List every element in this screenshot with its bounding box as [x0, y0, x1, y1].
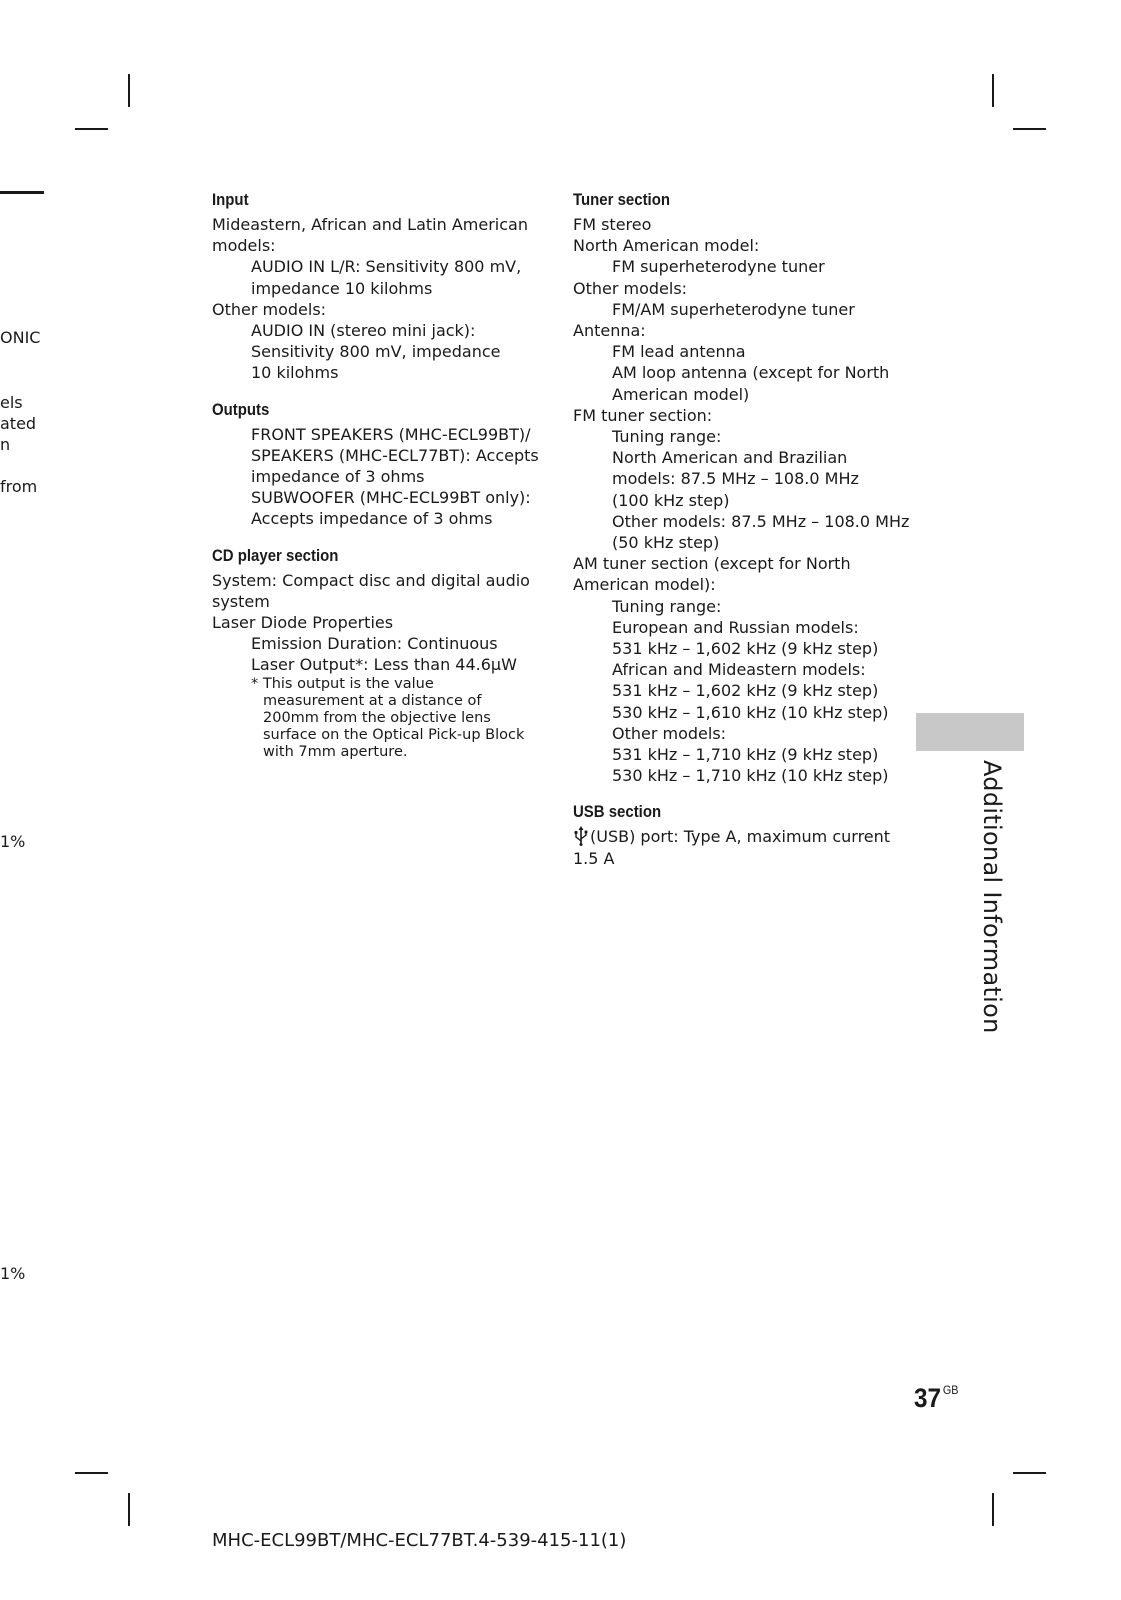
spec-line: Sensitivity 800 mV, impedance	[251, 342, 501, 362]
spec-line: SUBWOOFER (MHC-ECL99BT only):	[251, 488, 531, 508]
crop-mark	[1013, 1472, 1046, 1474]
spec-line: FM/AM superheterodyne tuner	[612, 299, 855, 319]
spec-line: Other models:	[212, 299, 327, 319]
left-column	[212, 188, 542, 775]
margin-fragment: ONIC	[0, 328, 41, 347]
right-column	[573, 188, 908, 883]
spec-line: Other models: 87.5 MHz – 108.0 MHz	[612, 511, 910, 531]
spec-line: 530 kHz – 1,610 kHz (10 kHz step)	[612, 702, 889, 722]
document-code: MHC-ECL99BT/MHC-ECL77BT.4-539-415-11(1)	[212, 1530, 627, 1551]
footnote-line: measurement at a distance of	[263, 692, 482, 709]
margin-fragment: n	[0, 435, 11, 454]
spec-line: AM tuner section (except for North	[573, 554, 851, 574]
spec-line: FM lead antenna	[612, 342, 746, 362]
spec-line: models: 87.5 MHz – 108.0 MHz	[612, 469, 859, 489]
spec-line: Accepts impedance of 3 ohms	[251, 509, 493, 529]
margin-fragment: from	[0, 477, 38, 496]
spec-line: American model):	[573, 575, 716, 595]
page-number	[914, 1374, 958, 1414]
tuner-section	[573, 188, 908, 786]
spec-line: Other models:	[612, 723, 727, 743]
section-tab-label: Additional Information	[978, 760, 1006, 1034]
section-title: USB section	[573, 802, 662, 822]
spec-line: Tuning range:	[612, 596, 722, 616]
spec-line: impedance 10 kilohms	[251, 278, 433, 298]
crop-mark	[75, 128, 108, 130]
usb-icon	[573, 826, 589, 846]
spec-line: (50 kHz step)	[612, 533, 720, 553]
spec-line: system	[212, 591, 270, 611]
margin-fragment: ated	[0, 414, 37, 433]
spec-line: North American and Brazilian	[612, 448, 848, 468]
edge-rule	[0, 191, 44, 194]
input-section	[212, 188, 542, 384]
usb-section	[573, 800, 908, 868]
footnote-line: * This output is the value	[251, 675, 434, 692]
spec-line: North American model:	[573, 236, 760, 256]
section-title: Input	[212, 190, 249, 209]
spec-line: 530 kHz – 1,710 kHz (10 kHz step)	[612, 766, 889, 786]
footnote	[212, 676, 542, 761]
spec-line: Laser Diode Properties	[212, 613, 394, 633]
footnote-line: surface on the Optical Pick-up Block	[263, 726, 525, 743]
crop-mark	[128, 74, 130, 107]
spec-line: American model)	[612, 384, 750, 404]
margin-fragment: 1%	[0, 832, 26, 851]
spec-line: FRONT SPEAKERS (MHC-ECL99BT)/	[251, 424, 531, 444]
spec-line: Emission Duration: Continuous	[251, 634, 498, 654]
spec-line: 531 kHz – 1,602 kHz (9 kHz step)	[612, 639, 879, 659]
spec-line: impedance of 3 ohms	[251, 467, 425, 487]
spec-line: 10 kilohms	[251, 363, 339, 383]
spec-line: 1.5 A	[573, 848, 615, 868]
section-tab-marker	[916, 713, 1024, 751]
crop-mark	[1013, 128, 1046, 130]
spec-line: Laser Output*: Less than 44.6µW	[251, 655, 517, 675]
page-number-suffix: GB	[942, 1383, 959, 1397]
crop-mark	[992, 74, 994, 107]
spec-line: AUDIO IN (stereo mini jack):	[251, 321, 476, 341]
spec-line: FM tuner section:	[573, 405, 713, 425]
spec-line: 531 kHz – 1,602 kHz (9 kHz step)	[612, 681, 879, 701]
spec-line: African and Mideastern models:	[612, 660, 866, 680]
footnote-line: 200mm from the objective lens	[263, 709, 491, 726]
spec-line: Mideastern, African and Latin American	[212, 215, 528, 234]
spec-line: (100 kHz step)	[612, 490, 730, 510]
spec-line: SPEAKERS (MHC-ECL77BT): Accepts	[251, 445, 539, 465]
margin-fragment: els	[0, 393, 23, 412]
outputs-section	[212, 398, 542, 530]
spec-line: European and Russian models:	[612, 617, 859, 637]
spec-line: models:	[212, 236, 276, 256]
spec-line: FM stereo	[573, 215, 652, 234]
spec-line: Other models:	[573, 278, 688, 298]
cd-player-section	[212, 544, 542, 761]
crop-mark	[992, 1493, 994, 1526]
page-number-value: 37	[914, 1383, 942, 1413]
spec-line: Antenna:	[573, 321, 646, 341]
crop-mark	[75, 1472, 108, 1474]
section-title: Outputs	[212, 399, 270, 419]
margin-fragment: 1%	[0, 1264, 26, 1283]
crop-mark	[128, 1493, 130, 1526]
spec-line: FM superheterodyne tuner	[612, 257, 825, 277]
spec-line: AM loop antenna (except for North	[612, 363, 890, 383]
spec-line: Tuning range:	[612, 427, 722, 447]
spec-line	[573, 826, 908, 847]
spec-line: AUDIO IN L/R: Sensitivity 800 mV,	[251, 257, 522, 277]
spec-line: 531 kHz – 1,710 kHz (9 kHz step)	[612, 745, 879, 765]
spec-line: System: Compact disc and digital audio	[212, 570, 530, 590]
section-title: CD player section	[212, 545, 339, 565]
footnote-line: with 7mm aperture.	[263, 743, 408, 760]
usb-port-text: (USB) port: Type A, maximum current	[590, 827, 891, 847]
section-title: Tuner section	[573, 190, 670, 209]
